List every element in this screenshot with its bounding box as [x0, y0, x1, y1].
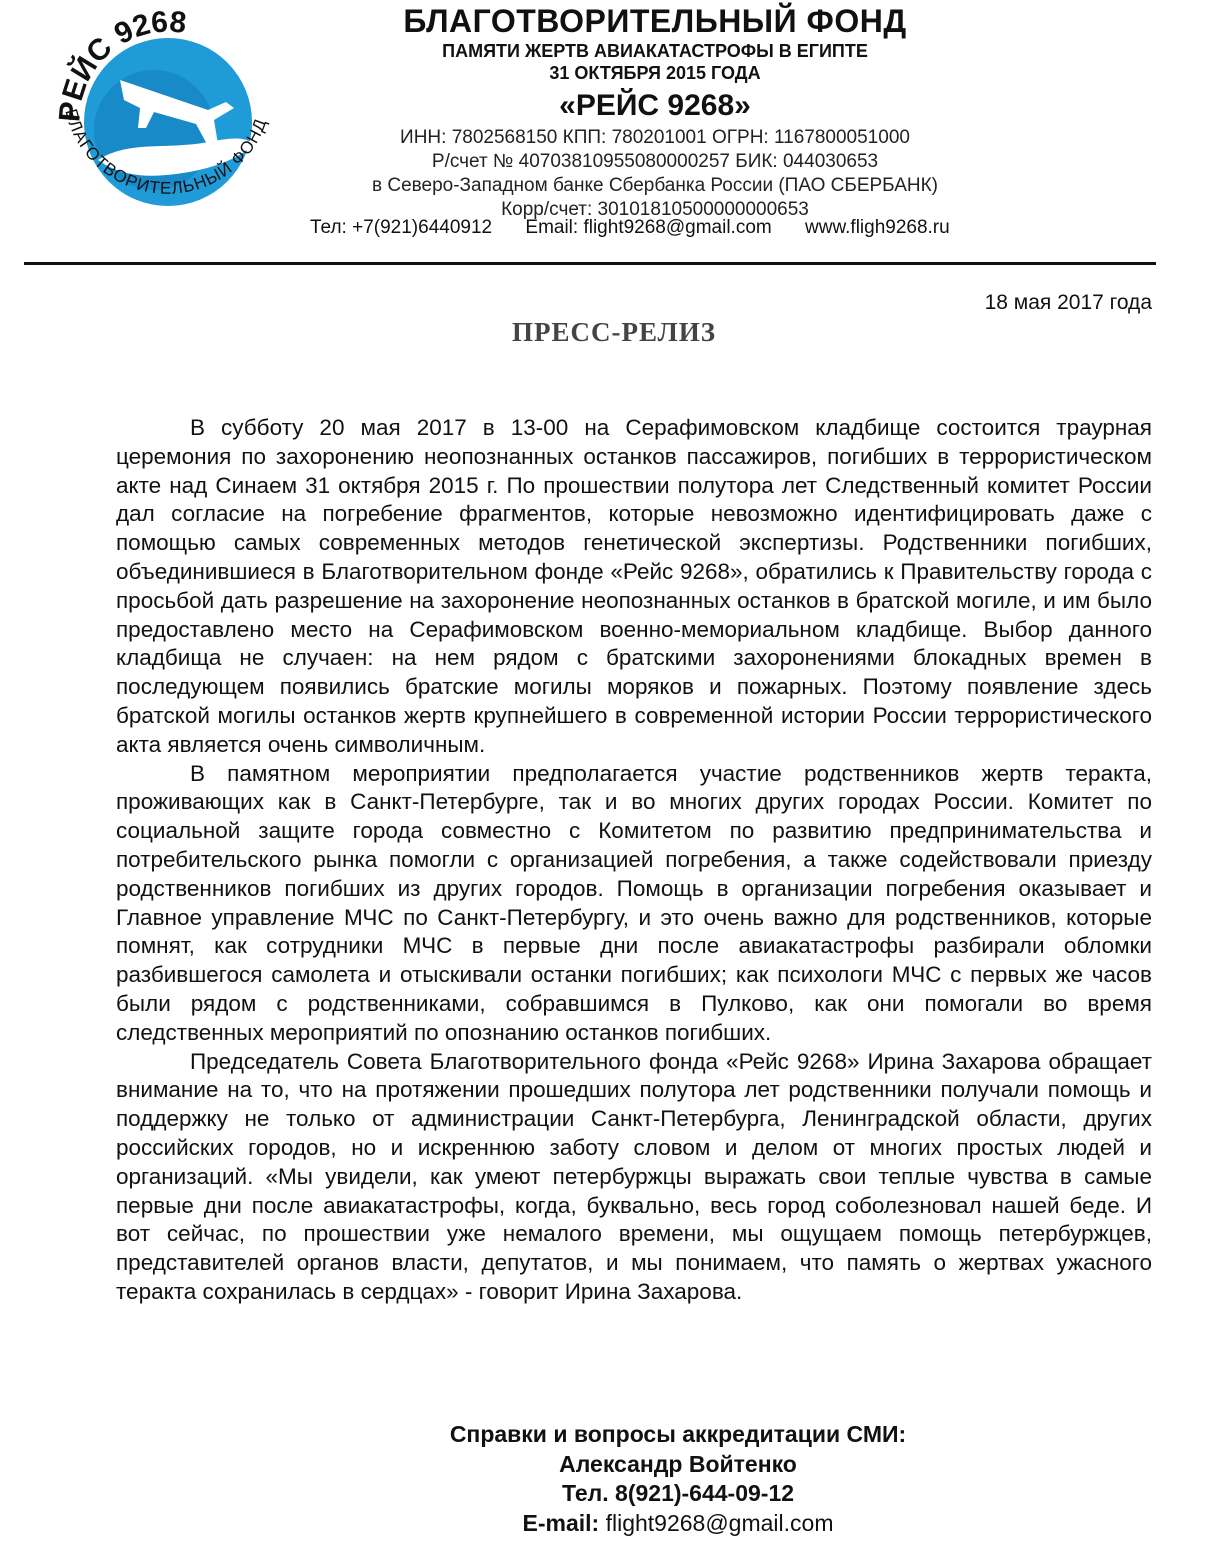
letterhead [300, 0, 1010, 222]
contact-phone: Тел. 8(921)-644-09-12 [561, 1480, 795, 1506]
fund-subtitle-1: ПАМЯТИ ЖЕРТВ АВИАКАТАСТРОФЫ В ЕГИПТЕ [442, 41, 868, 61]
press-release-body [116, 414, 1152, 1307]
contact-email: flight9268@gmail.com [605, 1509, 834, 1536]
contact-person: Александр Войтенко [559, 1450, 797, 1477]
paragraph: В памятном мероприятии предполагается участие родственников жертв теракта, проживающих как в Санкт-Петербурге, так и во многих других городах России. Комитет по социальной защите города совместно с Комитетом по развитию предпринимательства и потребительского рынка помогли с организацией погребения, а также содействовали приезду родственников погибших из других городов. Помощь в организации погребения оказывает и Главное управление МЧС по Санкт-Петербургу, и это очень важно для родственников, которые помнят, как сотрудники МЧС в первые дни после авиакатастрофы разбирали обломки разбившегося самолета и отыскивали останки погибших; как психологи МЧС с первых же часов были рядом с родственниками, собравшимся в Пулково, как они помогали во время следственных мероприятий по опознанию останков погибших. [116, 760, 1152, 1045]
fund-title: БЛАГОТВОРИТЕЛЬНЫЙ ФОНД [403, 3, 907, 39]
document-title: ПРЕСС-РЕЛИЗ [511, 317, 716, 347]
media-contacts-heading: Справки и вопросы аккредитации СМИ: [449, 1421, 907, 1447]
logo-subtitle: БЛАГОТВОРИТЕЛЬНЫЙ ФОНД [61, 106, 271, 198]
header-contacts [310, 217, 978, 239]
paragraph: Председатель Совета Благотворительного фонда «Рейс 9268» Ирина Захарова обращает внимание на то, что на протяжении прошедших полутора лет родственники получали помощь и поддержку не только от администрации Санкт-Петербурга, Ленинградской области, других российских городов, но и искреннюю заботу словом и делом от многих простых людей и организаций. «Мы увидели, как умеют петербуржцы выражать свои теплые чувства в самые первые дни после авиакатастрофы, когда, буквально, весь город соболезновал нашей беде. И вот сейчас, по прошествии уже немалого времени, мы ощущаем помощь петербуржцев, представителей органов власти, депутатов, и мы понимаем, что память о жертвах ужасного теракта сохранилась в сердцах» - говорит Ирина Захарова. [116, 1048, 1152, 1304]
requisites-line: Р/счет № 40703810955080000257 БИК: 044030653 [431, 151, 879, 172]
paragraph: В субботу 20 мая 2017 в 13-00 на Серафимовском кладбище состоится траурная церемония по захоронению неопознанных останков пассажиров, погибших в террористическом акте над Синаем 31 октября 2015 г. По прошествии полутора лет Следственный комитет России дал согласие на погребение фрагментов, которые невозможно идентифицировать даже с помощью самых современных методов генетической экспертизы. Родственники погибших, объединившиеся в Благотворительном фонде «Рейс 9268», обратились к Правительству города с просьбой дать разрешение на захоронение неопознанных останков в братской могиле, и им было предоставлено место на Серафимовском военно-мемориальном кладбище. Выбор данного кладбища не случаен: на нем рядом с братскими захоронениями блокадных времен в последующем появились братские могилы моряков и пожарных. Поэтому появление здесь братской могилы останков жертв крупнейшего в современной истории России террористического акта является очень символичным. [116, 415, 1152, 757]
document-date: 18 мая 2017 года [984, 291, 1152, 314]
requisites-line: в Северо-Западном банке Сбербанка России (ПАО СБЕРБАНК) [371, 175, 939, 196]
media-contacts [300, 1420, 1056, 1538]
fund-subtitle-2: 31 ОКТЯБРЯ 2015 ГОДА [549, 63, 761, 83]
plane-hand-icon [58, 10, 276, 228]
header-website: www.fligh9268.ru [805, 217, 950, 238]
header-email: Email: flight9268@gmail.com [525, 217, 772, 238]
header-phone: Тел: +7(921)6440912 [310, 217, 493, 238]
contact-email-label: E-mail: [522, 1509, 600, 1536]
logo-title: ЕЙС 9268 [58, 10, 188, 105]
contact-email-line [300, 1509, 1056, 1539]
requisites-line: Корр/счет: 30101810500000000653 [501, 199, 809, 220]
fund-logo [58, 10, 276, 228]
requisites-line: ИНН: 7802568150 КПП: 780201001 ОГРН: 1167800051000 [400, 127, 910, 148]
header-divider [24, 262, 1156, 265]
fund-name: «РЕЙС 9268» [559, 89, 751, 122]
